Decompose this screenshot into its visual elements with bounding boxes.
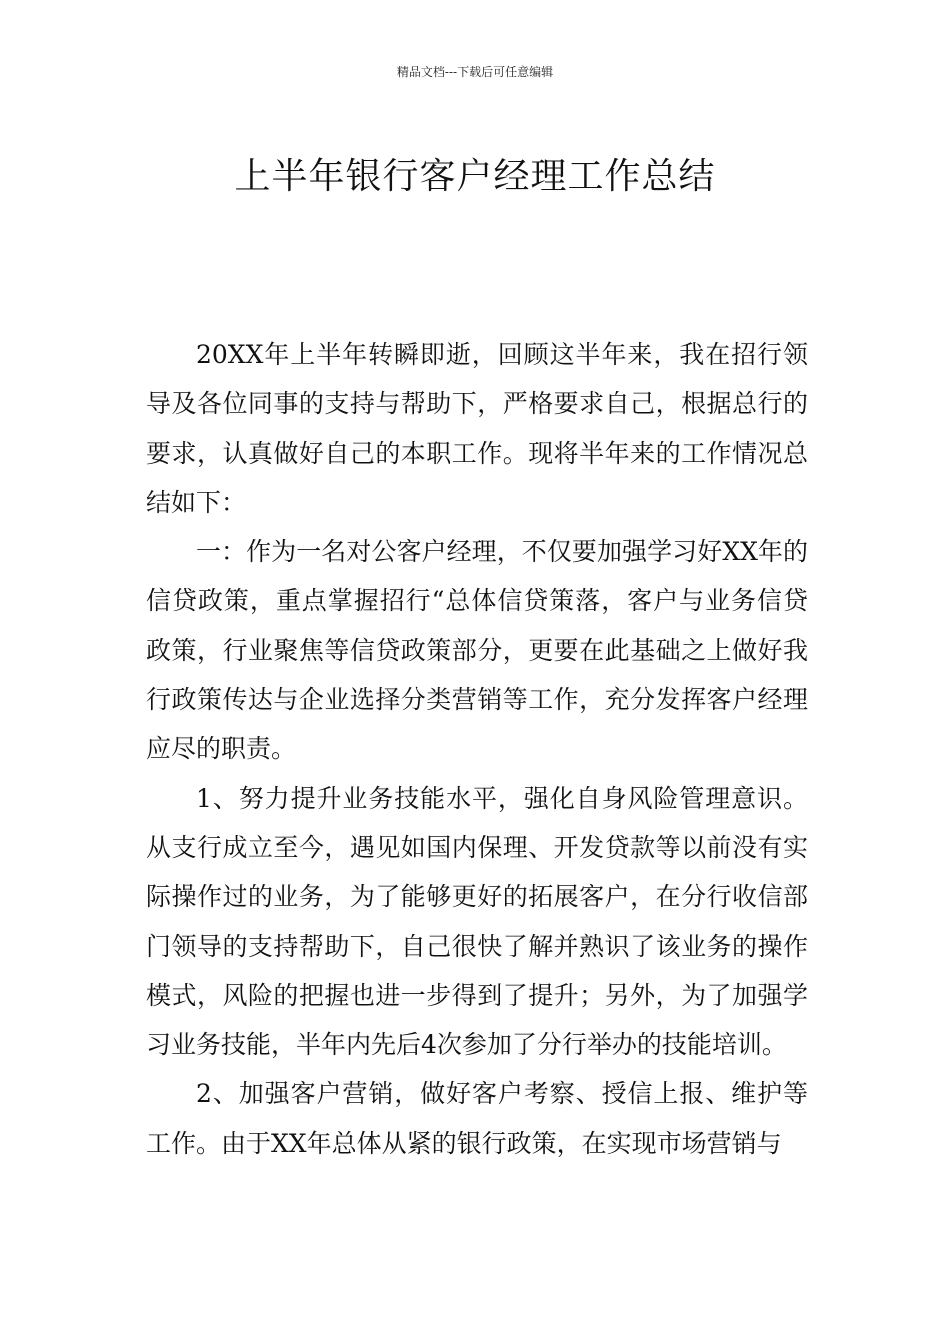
paragraph-intro: 20XX年上半年转瞬即逝，回顾这半年来，我在招行领导及各位同事的支持与帮助下，严格要求自己，根据总行的要求，认真做好自己的本职工作。现将半年来的工作情况总结如下： [146, 340, 808, 517]
paragraph-section-one: 一：作为一名对公客户经理，不仅要加强学习好XX年的信贷政策，重点掌握招行“总体信贷策落，客户与业务信贷政策，行业聚焦等信贷政策部分，更要在此基础之上做好我行政策传达与企业选择分类营销等工作，充分发挥客户经理应尽的职责。 [146, 537, 808, 764]
document-title: 上半年银行客户经理工作总结 [234, 156, 716, 198]
header-note: 精品文档---下载后可任意编辑 [396, 65, 554, 79]
document-body [146, 330, 808, 1168]
paragraph-item-1: 1、努力提升业务技能水平，强化自身风险管理意识。从支行成立至今，遇见如国内保理、开发贷款等以前没有实际操作过的业务，为了能够更好的拓展客户，在分行收信部门领导的支持帮助下，自己很快了解并熟识了该业务的操作模式，风险的把握也进一步得到了提升；另外，为了加强学习业务技能，半年内先后4次参加了分行举办的技能培训。 [146, 783, 808, 1060]
paragraph-item-2: 2、加强客户营销，做好客户考察、授信上报、维护等工作。由于XX年总体从紧的银行政策，在实现市场营销与 [146, 1079, 808, 1158]
